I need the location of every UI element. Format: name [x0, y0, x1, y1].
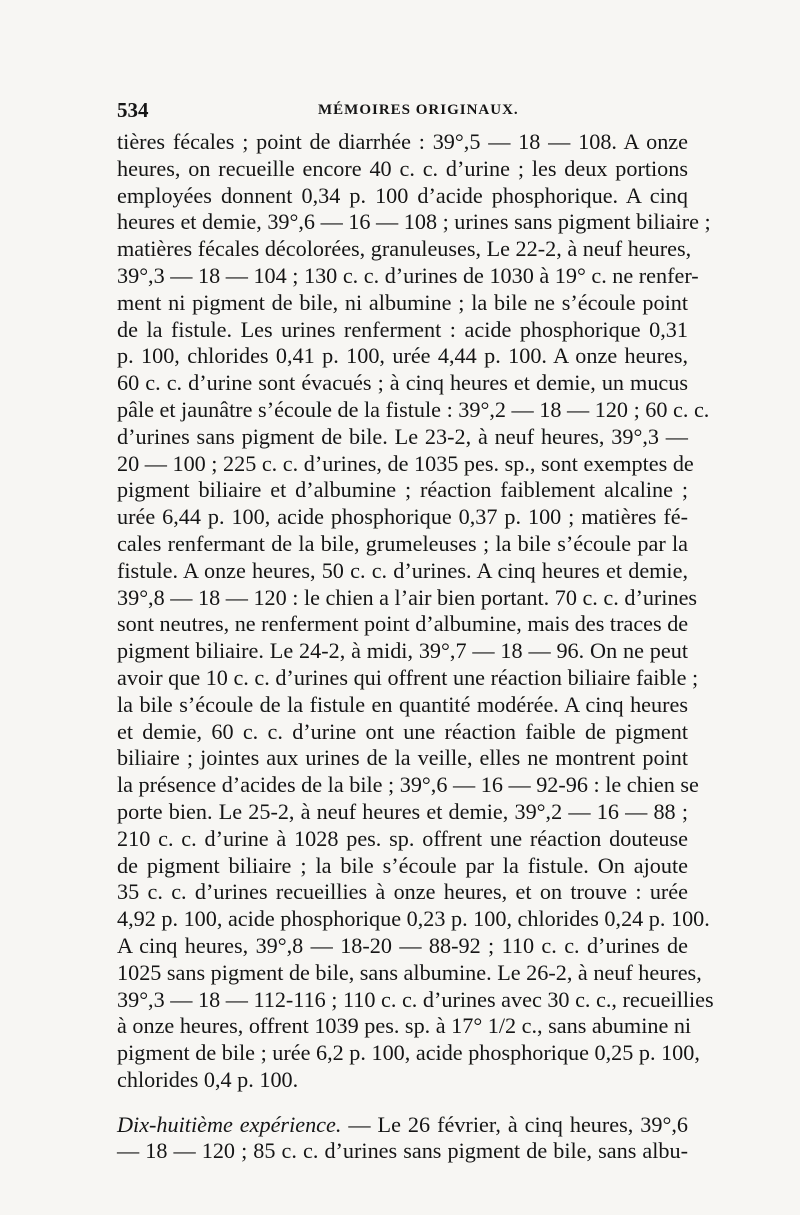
text-line: d’urines sans pigment de bile. Le 23-2, à neuf heures, 39°,3 — [117, 423, 688, 449]
text-line: 4,92 p. 100, acide phosphorique 0,23 p. 100, chlorides 0,24 p. 100. [117, 906, 710, 932]
text-line: et demie, 60 c. c. d’urine ont une réaction faible de pigment [117, 718, 688, 744]
text-line: heures et demie, 39°,6 — 16 — 108 ; urines sans pigment biliaire ; [117, 209, 711, 235]
text-line: cales renfermant de la bile, grumeleuses ; la bile s’écoule par la [117, 530, 688, 556]
text-line: à onze heures, offrent 1039 pes. sp. à 17° 1/2 c., sans abumine ni [117, 1013, 692, 1039]
text-line: urée 6,44 p. 100, acide phosphorique 0,37 p. 100 ; matières fé- [117, 504, 688, 530]
text-line: chlorides 0,4 p. 100. [117, 1066, 299, 1092]
text-line: 39°,8 — 18 — 120 : le chien a l’air bien portant. 70 c. c. d’urines [117, 584, 698, 610]
text-line: A cinq heures, 39°,8 — 18-20 — 88-92 ; 110 c. c. d’urines de [117, 932, 688, 958]
text-line: de la fistule. Les urines renferment : acide phosphorique 0,31 [117, 316, 688, 342]
running-title: MÉMOIRES ORIGINAUX. [318, 102, 519, 118]
text-line: avoir que 10 c. c. d’urines qui offrent une réaction biliaire faible ; [117, 664, 699, 690]
text-line: 39°,3 — 18 — 112-116 ; 110 c. c. d’urines avec 30 c. c., recueillies [117, 986, 714, 1012]
text-line: matières fécales décolorées, granuleuses, Le 22-2, à neuf heures, [117, 236, 692, 262]
text-line: 35 c. c. d’urines recueillies à onze heures, et on trouve : urée [117, 879, 688, 905]
text-line: ment ni pigment de bile, ni albumine ; la bile ne s’écoule point [117, 289, 688, 315]
text-line: 60 c. c. d’urine sont évacués ; à cinq heures et demie, un mucus [117, 370, 688, 396]
text-line: 39°,3 — 18 — 104 ; 130 c. c. d’urines de 1030 à 19° c. ne renfer- [117, 262, 699, 288]
text-line: 1025 sans pigment de bile, sans albumine. Le 26-2, à neuf heures, [117, 959, 702, 985]
text-line: fistule. A onze heures, 50 c. c. d’urines. A cinq heures et demie, [117, 557, 688, 583]
body-text [117, 129, 714, 1165]
text-line: pigment biliaire. Le 24-2, à midi, 39°,7 — 18 — 96. On ne peut [117, 638, 688, 664]
paragraph-2-line-2: — 18 — 120 ; 85 c. c. d’urines sans pigment de bile, sans albu- [117, 1138, 688, 1164]
text-line: pigment de bile ; urée 6,2 p. 100, acide phosphorique 0,25 p. 100, [117, 1040, 700, 1066]
text-line: porte bien. Le 25-2, à neuf heures et demie, 39°,2 — 16 — 88 ; [117, 798, 688, 824]
paragraph-gap [117, 1094, 688, 1112]
text-line: heures, on recueille encore 40 c. c. d’urine ; les deux portions [117, 155, 688, 181]
paragraph-1 [117, 129, 714, 1094]
text-line: biliaire ; jointes aux urines de la veille, elles ne montrent point [117, 745, 688, 771]
text-line: pâle et jaunâtre s’écoule de la fistule : 39°,2 — 18 — 120 ; 60 c. c. [117, 396, 710, 422]
text-line: employées donnent 0,34 p. 100 d’acide phosphorique. A cinq [117, 182, 688, 208]
text-line: de pigment biliaire ; la bile s’écoule par la fistule. On ajoute [117, 852, 688, 878]
text-line: 20 — 100 ; 225 c. c. d’urines, de 1035 pes. sp., sont exemptes de [117, 450, 694, 476]
page-number: 534 [117, 98, 149, 122]
text-line: la bile s’écoule de la fistule en quantité modérée. A cinq heures [117, 691, 688, 717]
paragraph-2 [117, 1112, 688, 1166]
experiment-heading: Dix-huitième expérience. [117, 1111, 342, 1137]
text-line: la présence d’acides de la bile ; 39°,6 — 16 — 92-96 : le chien se [117, 772, 699, 798]
text-line: 210 c. c. d’urine à 1028 pes. sp. offrent une réaction douteuse [117, 825, 688, 851]
experiment-intro: — Le 26 février, à cinq heures, 39°,6 [341, 1111, 688, 1137]
text-line: tières fécales ; point de diarrhée : 39°,5 — 18 — 108. A onze [117, 129, 688, 154]
text-line: p. 100, chlorides 0,41 p. 100, urée 4,44 p. 100. A onze heures, [117, 343, 688, 369]
paragraph-2-line-1 [117, 1112, 688, 1139]
text-line: sont neutres, ne renferment point d’albumine, mais des traces de [117, 611, 689, 637]
text-line: pigment biliaire et d’albumine ; réaction faiblement alcaline ; [117, 477, 688, 503]
